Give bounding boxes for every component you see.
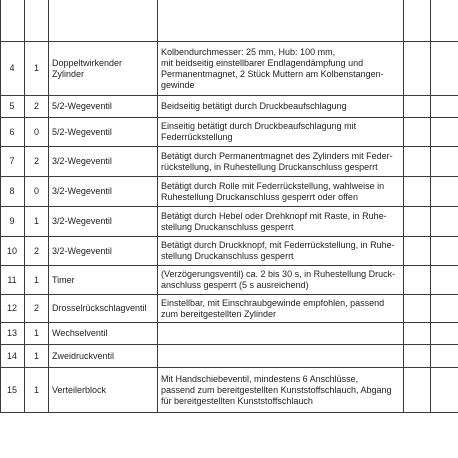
quantity-cell: 1: [33, 274, 39, 285]
component-name-cell: 3/2-Wegeventil: [52, 156, 112, 166]
quantity-cell: 0: [33, 186, 39, 196]
position-cell: 9: [9, 216, 15, 226]
quantity-cell: 2: [33, 303, 39, 313]
component-name-cell: 3/2-Wegeventil: [52, 216, 112, 226]
description-cell: Einseitig betätigt durch Druckbeaufschlagung mit Federrückstellung: [161, 121, 357, 142]
quantity-cell: 2: [33, 156, 39, 166]
quantity-cell: 2: [33, 245, 39, 256]
component-name-cell: 3/2-Wegeventil: [52, 245, 112, 256]
quantity-cell: 1: [33, 350, 39, 361]
component-name-cell: Drosselrückschlagventil: [52, 303, 147, 313]
component-name-cell: Doppeltwirkender Zylinder: [52, 57, 123, 79]
component-name-cell: 5/2-Wegeventil: [52, 126, 112, 137]
component-name-cell: Timer: [52, 274, 75, 285]
position-cell: 11: [7, 274, 17, 285]
description-cell: (Verzögerungsventil) ca. 2 bis 30 s, in Ruhestellung Druck- anschluss gesperrt (5 s ausreichend): [161, 269, 396, 290]
quantity-cell: 1: [33, 63, 39, 73]
position-cell: 6: [9, 126, 15, 137]
position-cell: 8: [9, 186, 15, 196]
position-cell: 14: [6, 350, 17, 361]
description-cell: Betätigt durch Permanentmagnet des Zylinders mit Feder- rückstellung, in Ruhestellung Druckanschluss gesperrt: [161, 150, 393, 172]
position-cell: 7: [9, 156, 15, 166]
description-cell: [158, 345, 403, 367]
quantity-cell: 1: [33, 328, 39, 338]
quantity-cell: 0: [33, 126, 39, 137]
row-divider: [0, 412, 458, 413]
description-cell: Kolbendurchmesser: 25 mm, Hub: 100 mm, mit beidseitig einstellbarer Endlagendämpfung und Permanentmagnet, 2 Stück Muttern am Kolbenstangen- gewinde: [161, 46, 384, 90]
position-cell: 12: [6, 303, 17, 313]
quantity-cell: 1: [33, 216, 39, 226]
column-divider: [403, 0, 404, 412]
description-cell: Einstellbar, mit Einschraubgewinde empfohlen, passend zum bereitgestellten Zylinder: [161, 297, 385, 319]
description-cell: [158, 323, 403, 344]
component-name-cell: 5/2-Wegeventil: [52, 101, 112, 111]
position-cell: 5: [9, 101, 15, 111]
description-cell: Beidseitig betätigt durch Druckbeaufschlagung: [161, 101, 347, 111]
position-cell: 4: [9, 63, 15, 73]
description-cell: Mit Handschiebeventil, mindestens 6 Anschlüsse, passend zum bereitgestellten Kunststoffschlauch, Abgang für bereitgestellten Kunststoffschlauch: [161, 373, 392, 406]
quantity-cell: 2: [33, 101, 39, 111]
component-name-cell: Wechselventil: [52, 328, 108, 338]
component-name-cell: Verteilerblock: [52, 384, 107, 395]
quantity-cell: 1: [33, 384, 39, 395]
component-name-cell: 3/2-Wegeventil: [52, 186, 112, 196]
position-cell: 13: [6, 328, 17, 338]
position-cell: 15: [6, 384, 17, 395]
description-cell: Betätigt durch Rolle mit Federrückstellung, wahlweise in Ruhestellung Druckanschluss gesperrt oder offen: [161, 180, 385, 202]
position-cell: 10: [6, 245, 17, 256]
column-divider: [430, 0, 431, 412]
description-cell: Betätigt durch Hebel oder Drehknopf mit Raste, in Ruhe- stellung Druckanschluss gesperrt: [161, 210, 387, 232]
description-cell: Betätigt durch Druckknopf, mit Federrückstellung, in Ruhe- stellung Druckanschluss gesperrt: [161, 240, 395, 261]
component-name-cell: Zweidruckventil: [52, 350, 115, 361]
